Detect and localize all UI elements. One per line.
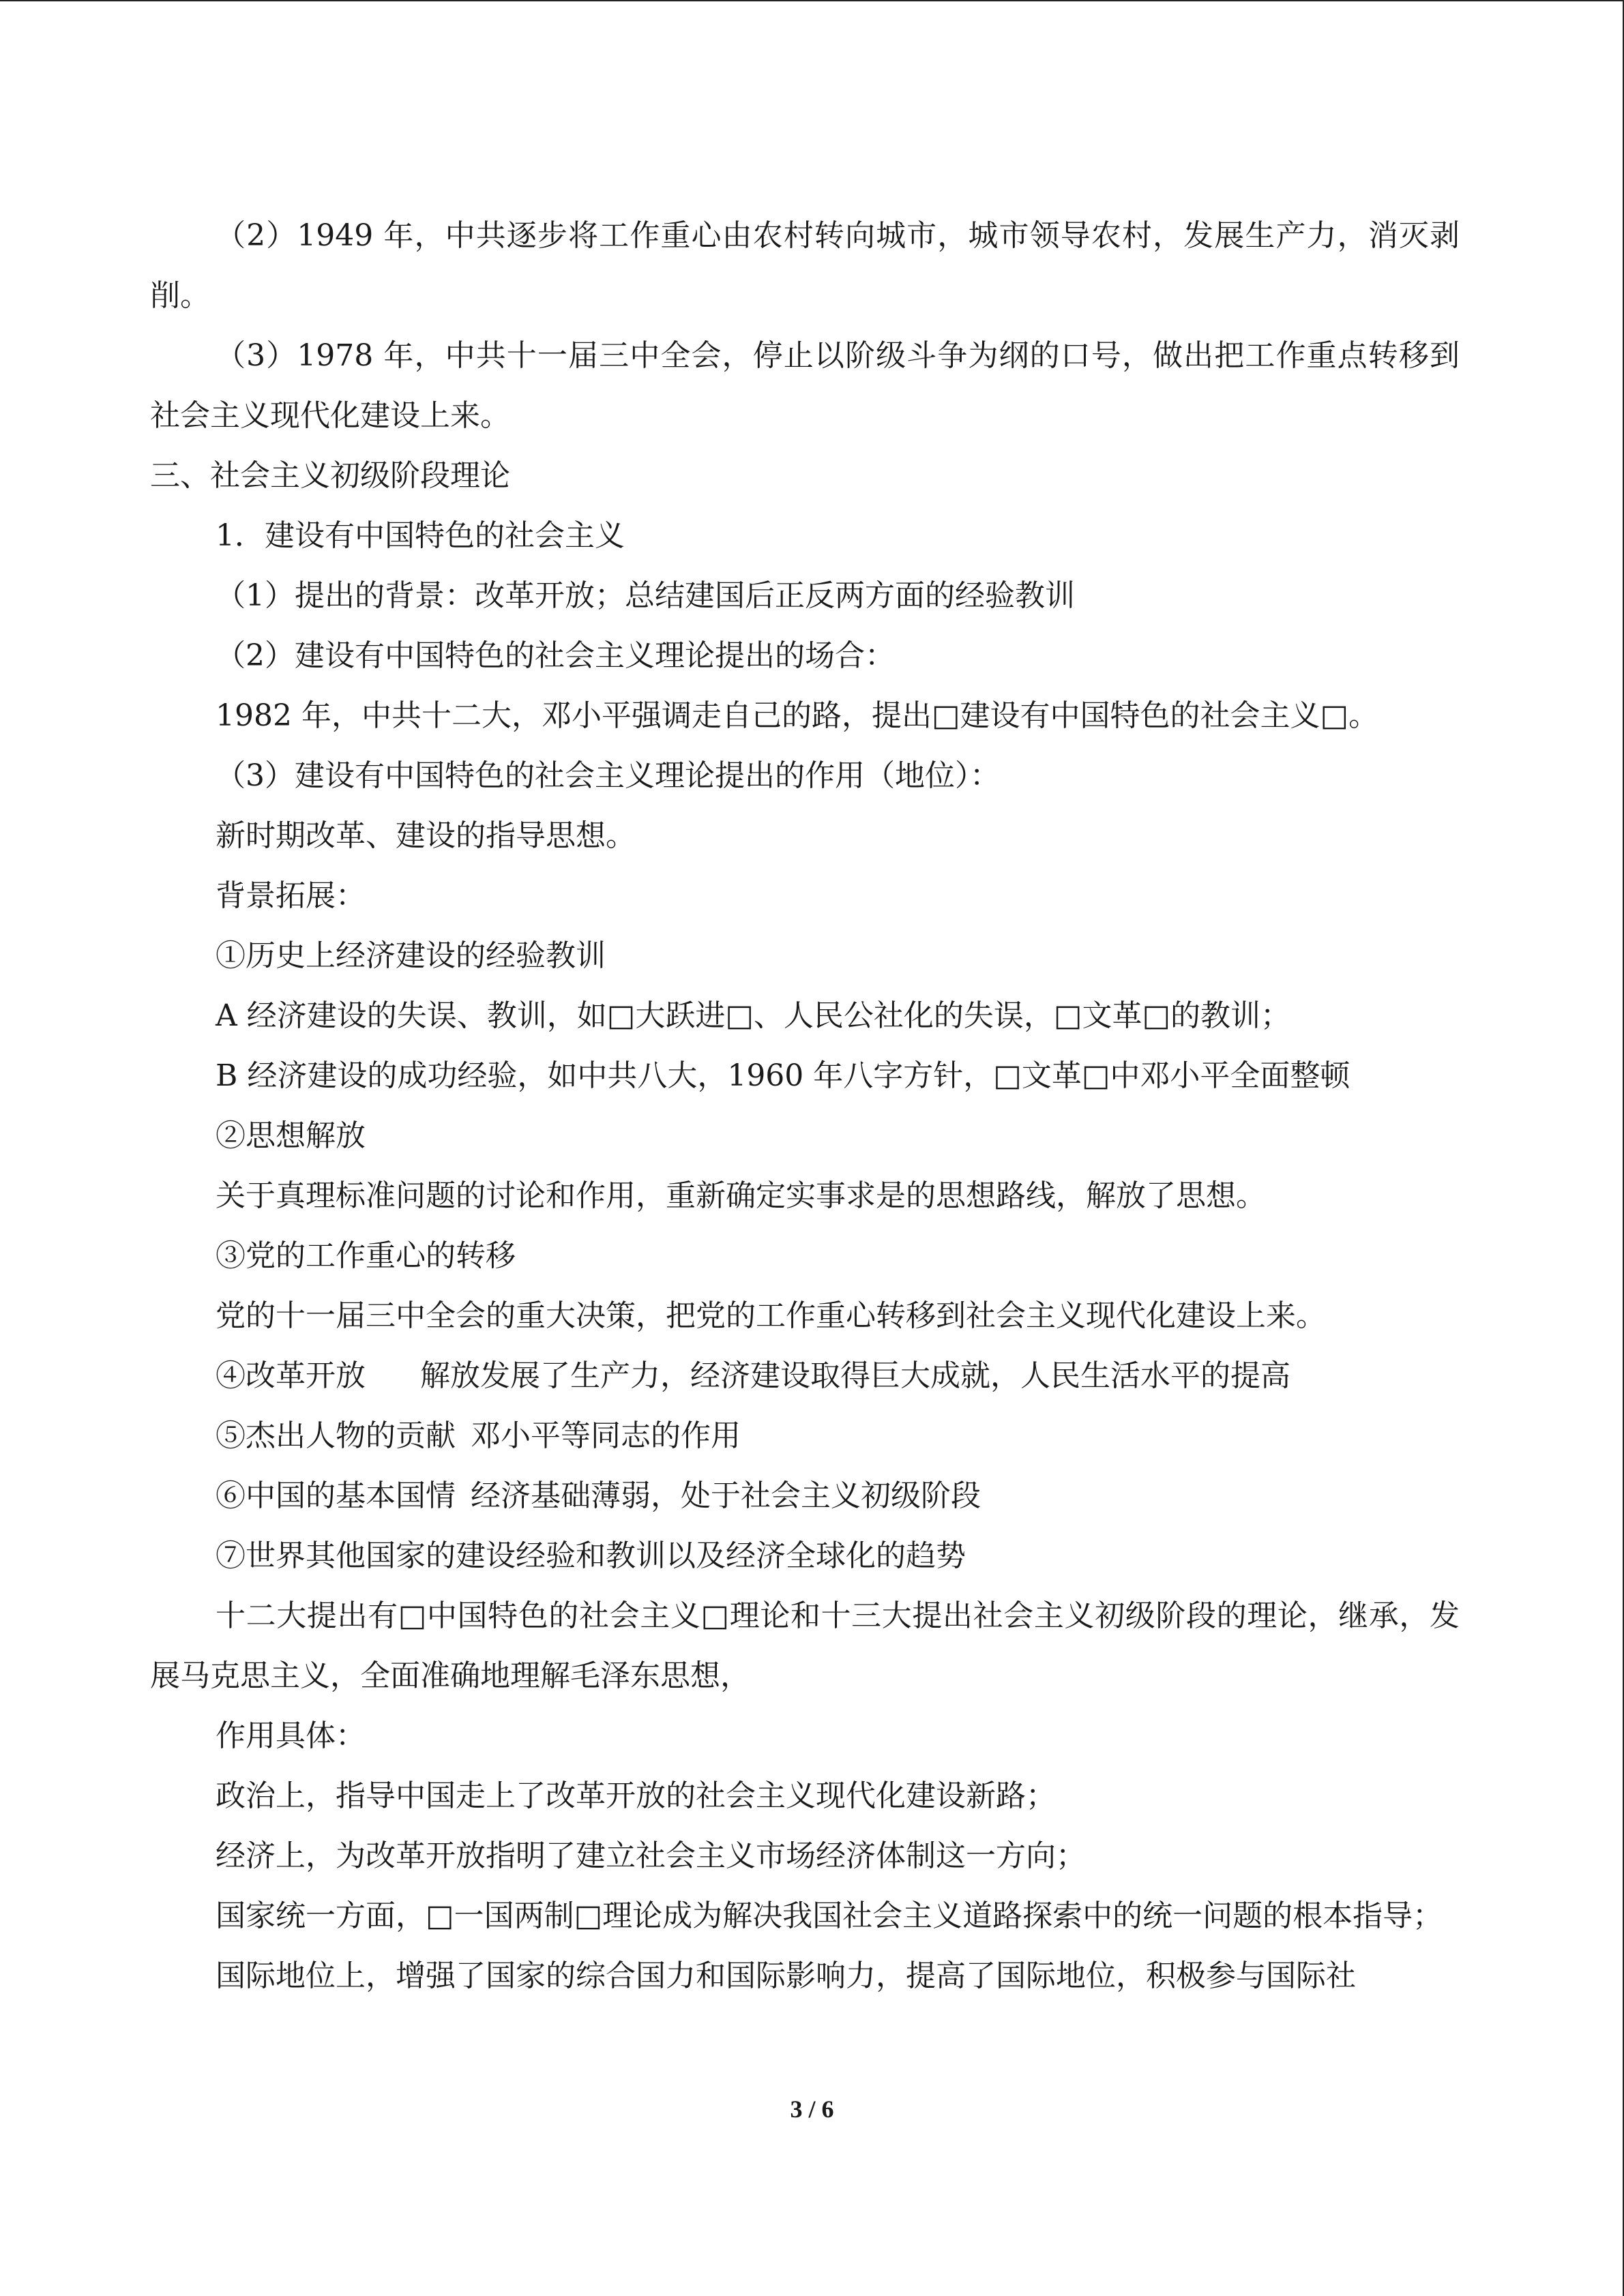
background-item-3-text: 党的十一届三中全会的重大决策，把党的工作重心转移到社会主义现代化建设上来。	[216, 1298, 1326, 1333]
background-item-5-label: ⑤杰出人物的贡献	[216, 1418, 456, 1453]
effect-international: 国际地位上，增强了国家的综合国力和国际影响力，提高了国际地位，积极参与国际社	[216, 1958, 1356, 1993]
background-item-6	[150, 1466, 1460, 1526]
background-item-5	[150, 1406, 1460, 1466]
item-role: （3）建设有中国特色的社会主义理论提出的作用（地位）：	[216, 758, 1000, 793]
effect-title: 作用具体：	[216, 1718, 366, 1753]
paragraph-1949: （2）1949 年，中共逐步将工作重心由农村转向城市，城市领导农村，发展生产力，消灭剥削。	[150, 218, 1460, 313]
item-occasion-text: 1982 年，中共十二大，邓小平强调走自己的路，提出□建设有中国特色的社会主义□。	[216, 698, 1379, 733]
page-number: 3 / 6	[790, 2096, 834, 2123]
paragraph-1978: （3）1978 年，中共十一届三中全会，停止以阶级斗争为纲的口号，做出把工作重点转移到社会主义现代化建设上来。	[150, 338, 1460, 433]
background-item-2-text: 关于真理标准问题的讨论和作用，重新确定实事求是的思想路线，解放了思想。	[216, 1178, 1266, 1213]
background-item-2: ②思想解放	[216, 1118, 366, 1153]
background-item-5-text: 邓小平等同志的作用	[471, 1418, 741, 1453]
background-item-7: ⑦世界其他国家的建设经验和教训以及经济全球化的趋势	[216, 1538, 966, 1573]
subsection-heading-1: 1．建设有中国特色的社会主义	[216, 518, 625, 553]
background-item-1: ①历史上经济建设的经验教训	[216, 938, 606, 973]
background-item-1b: B 经济建设的成功经验，如中共八大，1960 年八字方针，□文革□中邓小平全面整顿	[216, 1058, 1350, 1093]
item-background: （1）提出的背景：改革开放；总结建国后正反两方面的经验教训	[216, 578, 1075, 613]
background-item-4-text: 解放发展了生产力，经济建设取得巨大成就，人民生活水平的提高	[420, 1358, 1290, 1393]
document-body	[150, 206, 1460, 2006]
effect-unification: 国家统一方面，□一国两制□理论成为解决我国社会主义道路探索中的统一问题的根本指导；	[216, 1898, 1443, 1933]
effect-economic: 经济上，为改革开放指明了建立社会主义市场经济体制这一方向；	[216, 1838, 1086, 1873]
background-item-4-label: ④改革开放	[216, 1358, 366, 1393]
paragraph-summary: 十二大提出有□中国特色的社会主义□理论和十三大提出社会主义初级阶段的理论，继承，发展马克思主义，全面准确地理解毛泽东思想，	[150, 1598, 1460, 1693]
background-item-6-text: 经济基础薄弱，处于社会主义初级阶段	[471, 1478, 981, 1513]
background-item-1a: A 经济建设的失误、教训，如□大跃进□、人民公社化的失误，□文革□的教训；	[216, 998, 1291, 1033]
section-heading-3: 三、社会主义初级阶段理论	[150, 458, 510, 493]
background-item-4	[150, 1346, 1460, 1406]
background-expansion-title: 背景拓展：	[216, 878, 366, 913]
background-item-3: ③党的工作重心的转移	[216, 1238, 516, 1273]
effect-political: 政治上，指导中国走上了改革开放的社会主义现代化建设新路；	[216, 1778, 1056, 1813]
item-occasion: （2）建设有中国特色的社会主义理论提出的场合：	[216, 638, 895, 673]
item-role-text: 新时期改革、建设的指导思想。	[216, 818, 636, 853]
background-item-6-label: ⑥中国的基本国情	[216, 1478, 456, 1513]
